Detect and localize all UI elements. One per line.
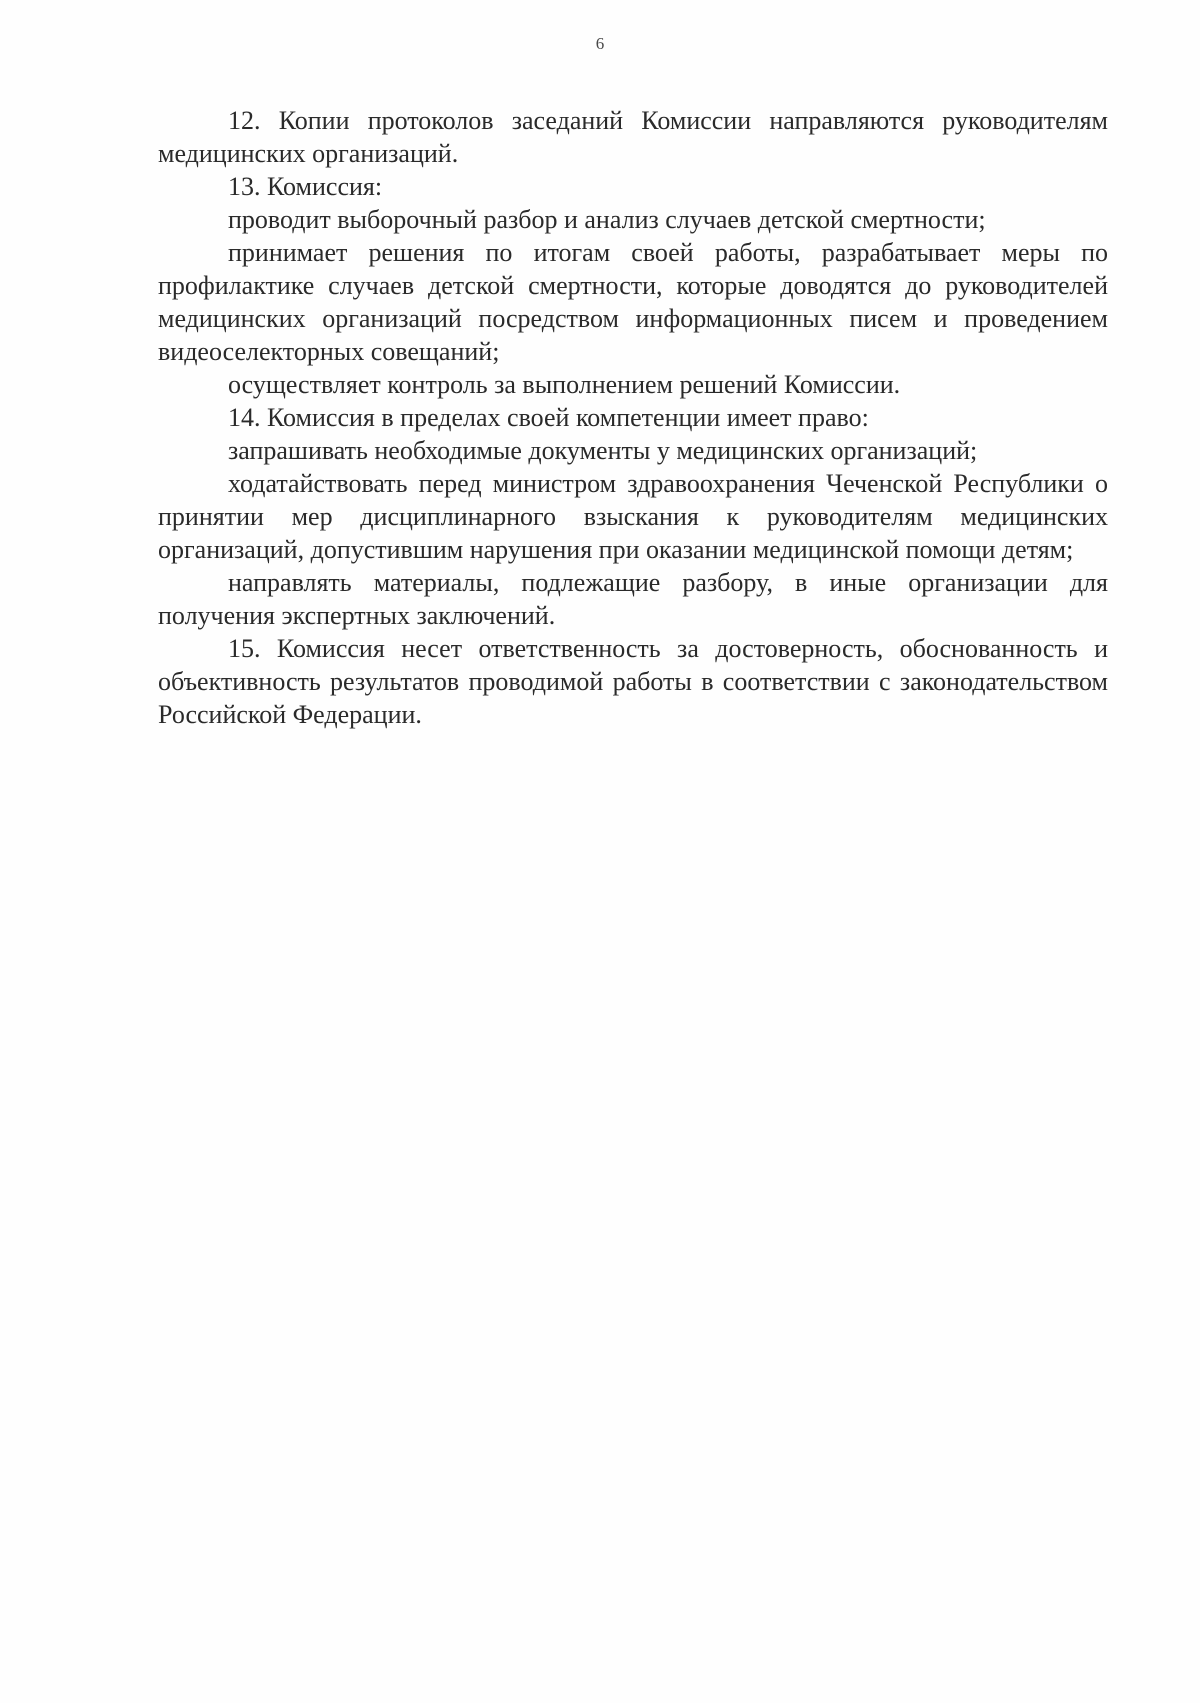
paragraph-15: 15. Комиссия несет ответственность за достоверность, обоснованность и объективность результатов проводимой работы в соответствии с законодательством Российской Федерации. (158, 634, 1108, 729)
paragraph-14-item-3: направлять материалы, подлежащие разбору, в иные организации для получения экспертных заключений. (158, 568, 1108, 630)
paragraph-14-item-1: запрашивать необходимые документы у медицинских организаций; (228, 436, 978, 465)
paragraph-14-heading: 14. Комиссия в пределах своей компетенции имеет право: (228, 403, 869, 432)
document-body (158, 104, 1108, 731)
paragraph-13-item-3: осуществляет контроль за выполнением решений Комиссии. (228, 370, 901, 399)
paragraph-13-item-2: принимает решения по итогам своей работы, разрабатывает меры по профилактике случаев детской смертности, которые доводятся до руководителей медицинских организаций посредством информационных писем и проведением видеоселекторных совещаний; (158, 238, 1108, 366)
paragraph-13-item-1: проводит выборочный разбор и анализ случаев детской смертности; (228, 205, 986, 234)
paragraph-13-heading: 13. Комиссия: (228, 172, 383, 201)
page-number: 6 (595, 34, 605, 53)
paragraph-12: 12. Копии протоколов заседаний Комиссии направляются руководителям медицинских организаций. (158, 106, 1108, 168)
paragraph-14-item-2: ходатайствовать перед министром здравоохранения Чеченской Республики о принятии мер дисциплинарного взыскания к руководителям медицинских организаций, допустившим нарушения при оказании медицинской помощи детям; (158, 469, 1108, 564)
